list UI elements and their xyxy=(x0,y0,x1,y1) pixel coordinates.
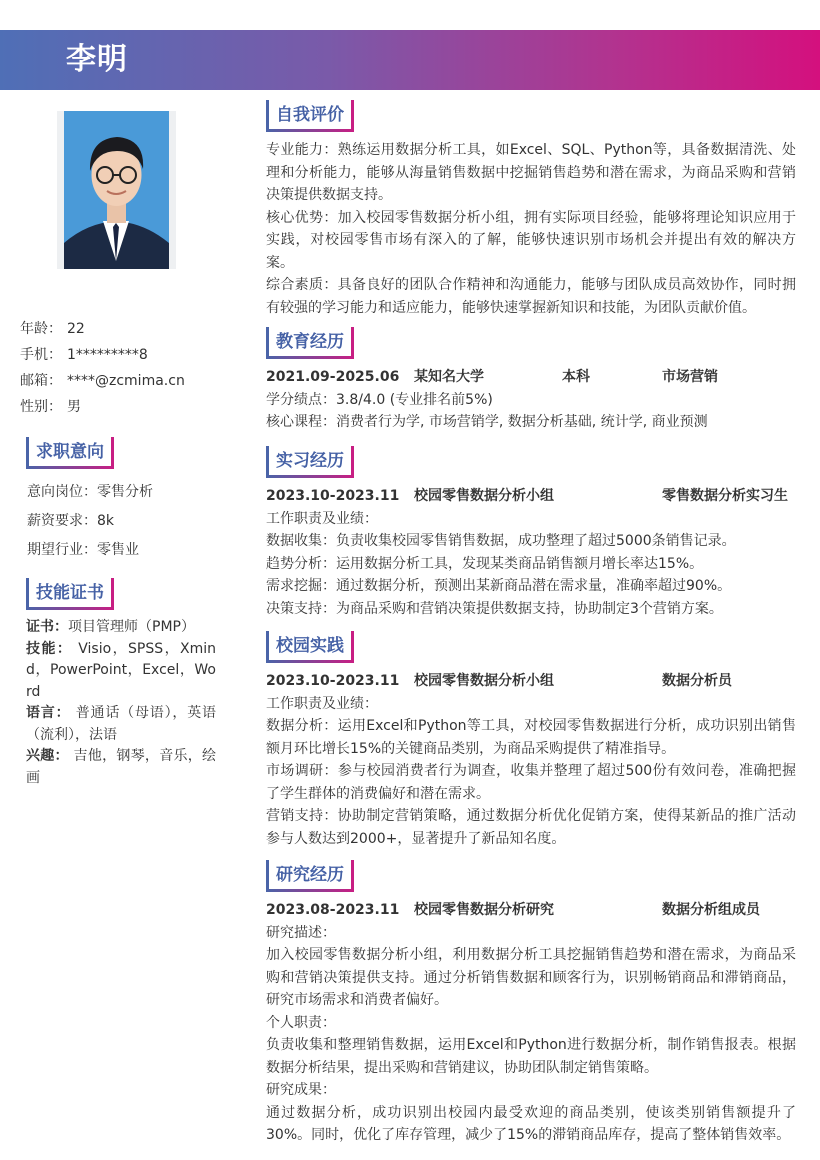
research-org: 校园零售数据分析研究 xyxy=(414,902,554,918)
skill-interest: 兴趣： 吉他，钢琴，音乐，绘画 xyxy=(26,748,217,786)
internship-header-row xyxy=(266,485,796,508)
research-line: 研究成果： xyxy=(266,1082,336,1098)
research-title: 研究经历 xyxy=(266,860,354,892)
skill-language: 语言： 普通话（母语），英语（流利），法语 xyxy=(26,705,217,743)
research-line: 负责收集和整理销售数据，运用Excel和Python进行数据分析，制作销售报表。根据数据分析结果，提出采购和营销建议，协助团队制定销售策略。 xyxy=(266,1037,796,1076)
education-major: 市场营销 xyxy=(662,369,718,385)
skills-title: 技能证书 xyxy=(26,578,114,610)
header-banner xyxy=(0,30,820,90)
research-line: 加入校园零售数据分析小组，利用数据分析工具挖掘销售趋势和潜在需求，为商品采购和营销决策提供支持。通过分析销售数据和顾客行为，识别畅销商品和滞销商品，研究市场需求和消费者偏好。 xyxy=(266,947,796,1008)
research-date: 2023.08-2023.11 xyxy=(266,902,400,918)
info-phone: 手机： 1*********8 xyxy=(20,347,148,363)
internship-line: 工作职责及业绩： xyxy=(266,510,378,527)
self-eval-strength: 核心优势：加入校园零售数据分析小组，拥有实际项目经验，能够将理论知识应用于实践，对校园零售市场有深入的了解，能够快速识别市场机会并提出有效的解决方案。 xyxy=(266,209,796,271)
research-line: 个人职责： xyxy=(266,1014,336,1031)
skill-tools: 技能： Visio，SPSS，Xmind，PowerPoint，Excel，Word xyxy=(26,640,217,700)
campus-content xyxy=(266,670,796,850)
research-role: 数据分析组成员 xyxy=(662,902,760,918)
campus-header-row xyxy=(266,670,796,693)
research-line: 通过数据分析，成功识别出校园内最受欢迎的商品类别，使该类别销售额提升了30%。同时，优化了库存管理，减少了15%的滞销商品库存，提高了整体销售效率。 xyxy=(266,1104,796,1143)
campus-org: 校园零售数据分析小组 xyxy=(414,673,554,689)
research-content xyxy=(266,899,796,1147)
intent-list xyxy=(27,478,153,565)
campus-line: 数据分析：运用Excel和Python等工具，对校园零售数据进行分析，成功识别出销售额月环比增长15%的关键商品类别，为商品采购提供了精准指导。 xyxy=(266,718,796,757)
internship-line: 需求挖掘：通过数据分析，预测出某新商品潜在需求量，准确率超过90%。 xyxy=(266,578,732,594)
campus-role: 数据分析员 xyxy=(662,673,732,689)
internship-org: 校园零售数据分析小组 xyxy=(414,488,554,504)
campus-title: 校园实践 xyxy=(266,631,354,663)
internship-title: 实习经历 xyxy=(266,446,354,478)
campus-date: 2023.10-2023.11 xyxy=(266,673,400,689)
profile-photo xyxy=(57,111,176,269)
campus-line: 工作职责及业绩： xyxy=(266,695,378,712)
self-eval-quality: 综合素质：具备良好的团队合作精神和沟通能力，能够与团队成员高效协作，同时拥有较强的学习能力和适应能力，能够快速掌握新知识和技能，为团队贡献价值。 xyxy=(266,277,796,316)
internship-line: 决策支持：为商品采购和营销决策提供数据支持，协助制定3个营销方案。 xyxy=(266,600,723,617)
education-gpa: 学分绩点：3.8/4.0 (专业排名前5%) xyxy=(266,391,493,408)
info-age: 年龄： 22 xyxy=(20,321,85,337)
info-email: 邮箱： ****@zcmima.cn xyxy=(20,373,185,389)
education-content xyxy=(266,366,796,434)
research-line: 研究描述： xyxy=(266,924,336,941)
self-eval-content xyxy=(266,139,796,319)
basic-info xyxy=(20,316,220,420)
education-degree: 本科 xyxy=(562,369,590,385)
skills-list xyxy=(26,617,216,789)
info-gender: 性别： 男 xyxy=(20,399,81,415)
internship-content xyxy=(266,485,796,620)
internship-role: 零售数据分析实习生 xyxy=(662,488,788,504)
skill-certificate: 证书：项目管理师（PMP） xyxy=(26,619,195,635)
campus-line: 市场调研：参与校园消费者行为调查，收集并整理了超过500份有效问卷，准确把握了学生群体的消费偏好和潜在需求。 xyxy=(266,763,796,802)
intent-title: 求职意向 xyxy=(26,437,114,469)
education-header-row xyxy=(266,366,796,389)
education-courses: 核心课程：消费者行为学, 市场营销学, 数据分析基础, 统计学, 商业预测 xyxy=(266,414,708,430)
self-eval-professional: 专业能力：熟练运用数据分析工具，如Excel、SQL、Python等，具备数据清洗、处理和分析能力，能够从海量销售数据中挖掘销售趋势和潜在需求，为商品采购和营销决策提供数据支持。 xyxy=(266,142,796,203)
education-title: 教育经历 xyxy=(266,327,354,359)
education-school: 某知名大学 xyxy=(414,369,484,385)
internship-line: 趋势分析：运用数据分析工具，发现某类商品销售额月增长率达15%。 xyxy=(266,555,704,572)
intent-salary: 薪资要求：8k xyxy=(27,513,115,529)
research-header-row xyxy=(266,899,796,922)
intent-position: 意向岗位：零售分析 xyxy=(27,484,153,500)
intent-industry: 期望行业：零售业 xyxy=(27,542,139,558)
education-date: 2021.09-2025.06 xyxy=(266,369,400,385)
internship-line: 数据收集：负责收集校园零售销售数据，成功整理了超过5000条销售记录。 xyxy=(266,533,736,549)
internship-date: 2023.10-2023.11 xyxy=(266,488,400,504)
self-eval-title: 自我评价 xyxy=(266,100,354,132)
candidate-name: 李明 xyxy=(66,42,128,77)
campus-line: 营销支持：协助制定营销策略，通过数据分析优化促销方案，使得某新品的推广活动参与人数达到2000+，显著提升了新品知名度。 xyxy=(266,808,796,847)
